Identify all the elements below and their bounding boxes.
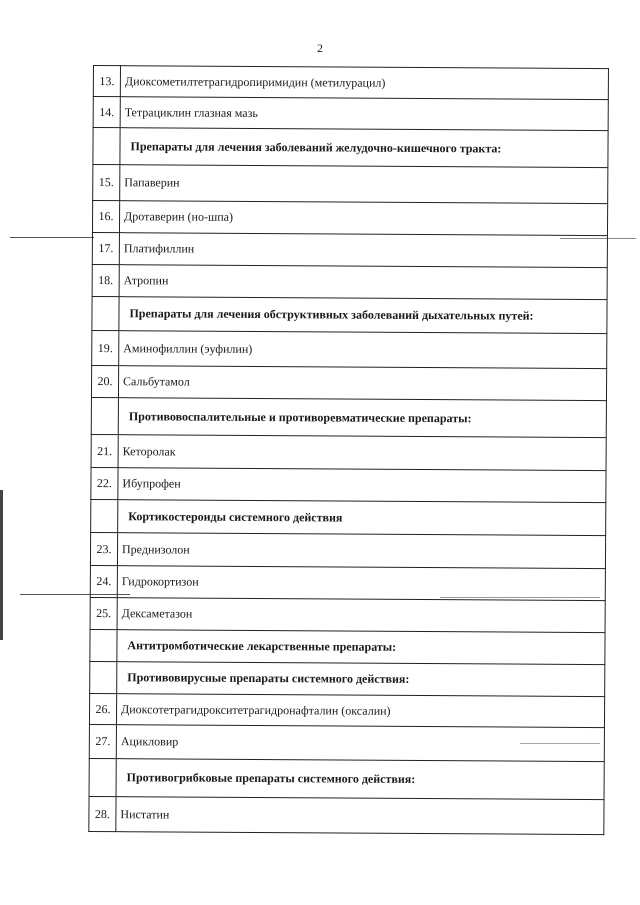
row-number: 15.	[93, 165, 120, 201]
row-number	[91, 499, 118, 532]
row-number: 23.	[90, 532, 117, 565]
section-heading: Противовирусные препараты системного действия:	[117, 662, 605, 697]
table-row	[93, 97, 608, 131]
table-row	[89, 724, 604, 761]
section-heading: Противогрибковые препараты системного действия:	[116, 759, 604, 800]
drug-name: Ибупрофен	[118, 468, 606, 503]
section-row	[90, 629, 605, 664]
section-heading: Противовоспалительные и противоревматические препараты:	[118, 398, 606, 438]
table-row	[91, 467, 606, 502]
row-number	[90, 661, 117, 693]
section-row	[90, 661, 605, 696]
page-number: 2	[317, 41, 323, 55]
drug-name: Диоксометилтетрагидропиримидин (метилурацил)	[120, 66, 608, 100]
row-number	[93, 128, 120, 165]
drug-name: Диоксотетрагидрокситетрагидронафталин (оксалин)	[116, 694, 604, 728]
table-row	[92, 330, 607, 368]
drug-name: Тетрациклин глазная мазь	[120, 97, 608, 131]
row-number: 13.	[93, 66, 120, 97]
table-row	[91, 434, 606, 470]
row-number: 19.	[92, 330, 119, 365]
section-row	[89, 758, 604, 799]
row-number: 24.	[90, 565, 117, 597]
section-heading: Препараты для лечения заболеваний желудочно-кишечного тракта:	[120, 128, 608, 168]
drug-name: Папаверин	[120, 165, 608, 204]
row-number: 17.	[92, 232, 119, 264]
table-row	[90, 565, 605, 600]
row-number	[89, 758, 116, 796]
table-row	[92, 201, 607, 236]
table-row	[92, 232, 607, 267]
drug-name: Гидрокортизон	[117, 566, 605, 601]
row-number: 21.	[91, 434, 118, 467]
table-row	[89, 693, 604, 727]
row-number	[92, 296, 119, 330]
row-number: 16.	[92, 201, 119, 233]
section-row	[92, 296, 607, 333]
row-number: 20.	[91, 365, 118, 397]
drug-name: Ацикловир	[116, 725, 604, 762]
section-row	[93, 128, 608, 168]
drug-name: Преднизолон	[117, 533, 605, 569]
section-row	[91, 499, 606, 535]
section-heading: Кортикостероиды системного действия	[118, 500, 606, 536]
row-number: 27.	[89, 724, 116, 758]
table-row	[93, 66, 608, 100]
table-row	[91, 365, 606, 400]
row-number: 28.	[89, 796, 116, 831]
row-number: 14.	[93, 97, 120, 128]
drug-name: Дротаверин (но-шпа)	[119, 201, 607, 236]
table-row	[93, 165, 608, 204]
drug-name: Дексаметазон	[117, 598, 605, 633]
row-number	[90, 629, 117, 661]
row-number	[91, 397, 118, 434]
table-row	[92, 264, 607, 299]
drug-name: Атропин	[119, 265, 607, 300]
row-number: 25.	[90, 597, 117, 629]
section-heading: Антитромботические лекарственные препараты:	[117, 630, 605, 665]
drug-name: Аминофиллин (эуфилин)	[119, 331, 607, 369]
row-number: 22.	[91, 467, 118, 499]
row-number: 18.	[92, 264, 119, 296]
drug-name: Нистатин	[116, 797, 604, 835]
scan-artifact-line	[10, 237, 94, 238]
drug-name: Платифиллин	[119, 233, 607, 268]
section-heading: Препараты для лечения обструктивных заболеваний дыхательных путей:	[119, 297, 607, 334]
drug-name: Кеторолак	[118, 435, 606, 471]
table-row	[89, 796, 604, 834]
table-row	[90, 532, 605, 568]
table-row	[90, 597, 605, 632]
row-number: 26.	[89, 693, 116, 724]
scan-edge-mark	[0, 490, 3, 640]
drug-table	[88, 65, 609, 835]
section-row	[91, 397, 606, 437]
drug-name: Сальбутамол	[118, 366, 606, 401]
